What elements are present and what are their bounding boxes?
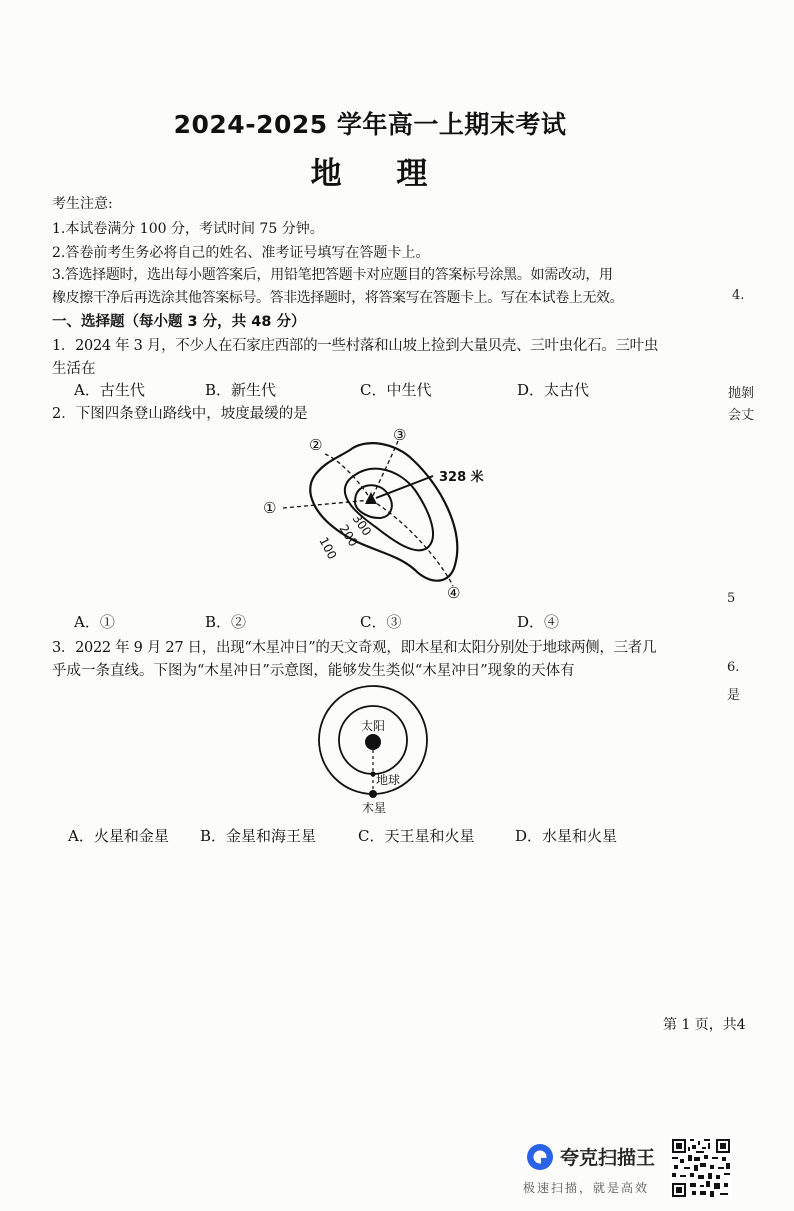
qr-code-icon — [670, 1137, 732, 1199]
earth-dot — [370, 771, 375, 776]
q2-option-c: C．③ — [360, 613, 402, 631]
jupiter-dot — [369, 790, 377, 798]
quark-logo-icon — [526, 1143, 554, 1171]
edge-fragment-q6: 6. — [727, 660, 740, 675]
q2-stem: 2．下图四条登山路线中，坡度最缓的是 — [52, 406, 308, 422]
scanner-slogan: 极速扫描，就是高效 — [523, 1181, 650, 1195]
q1-option-c: C．中生代 — [360, 381, 432, 399]
notice-heading: 考生注意: — [52, 196, 113, 212]
q2-option-d: D．④ — [517, 613, 560, 631]
route-4-path — [371, 500, 453, 586]
sun-label: 太阳 — [361, 719, 386, 733]
contour-label-200: 200 — [336, 522, 361, 550]
edge-fragment-text-1: 抛剝 — [728, 386, 755, 401]
route-2-marker: ② — [309, 436, 323, 454]
notice-item-3: 3.答选择题时，选出每小题答案后，用铅笔把答题卡对应题目的答案标号涂黑。如需改动，用 — [52, 267, 613, 283]
q1-stem: 1．2024 年 3 月，不少人在石家庄西部的一些村落和山坡上捡到大量贝壳、三叶虫化石。三叶虫 — [52, 338, 659, 354]
sun-dot — [365, 734, 381, 750]
earth-label: 地球 — [376, 773, 401, 787]
contour-line-100 — [310, 443, 457, 581]
q2-option-a: A．① — [74, 613, 115, 631]
route-4-marker: ④ — [447, 584, 461, 602]
q1-stem-cont: 生活在 — [52, 361, 96, 377]
route-1-path — [283, 500, 371, 508]
notice-item-3-cont: 橡皮擦干净后再选涂其他答案标号。答非选择题时，将答案写在答题卡上。写在本试卷上无效。 — [52, 290, 624, 306]
notice-item-2: 2.答卷前考生务必将自己的姓名、准考证号填写在答题卡上。 — [52, 245, 430, 261]
q2-option-b: B．② — [205, 613, 247, 631]
contour-label-100: 100 — [316, 534, 340, 562]
scanner-badge — [520, 1133, 746, 1199]
peak-elevation-label: 328 米 — [439, 470, 484, 485]
q3-option-b: B．金星和海王星 — [200, 827, 317, 845]
q1-option-a: A．古生代 — [74, 381, 145, 399]
q3-stem: 3．2022 年 9 月 27 日，出现“木星冲日”的天文奇观，即木星和太阳分别处于地球两侧，三者几 — [52, 640, 657, 656]
q1-option-b: B．新生代 — [205, 381, 277, 399]
jupiter-label: 木星 — [362, 801, 387, 815]
notice-item-1: 1.本试卷满分 100 分，考试时间 75 分钟。 — [52, 221, 324, 237]
q3-option-d: D．水星和火星 — [515, 827, 618, 845]
edge-fragment-q5: 5 — [727, 591, 736, 606]
q3-option-c: C．天王星和火星 — [358, 827, 475, 845]
page-number: 第 1 页，共4 — [663, 1017, 746, 1033]
contour-label-300: 300 — [349, 511, 375, 539]
contour-map-figure — [255, 420, 505, 610]
q1-option-d: D．太古代 — [517, 381, 590, 399]
section-heading: 一、选择题（每小题 3 分，共 48 分） — [52, 314, 306, 330]
orbit-diagram-figure — [312, 684, 436, 820]
edge-fragment-text-3: 是 — [727, 688, 741, 703]
edge-fragment-text-2: 会丈 — [728, 408, 755, 423]
scanner-brand: 夸克扫描王 — [560, 1147, 656, 1169]
route-3-marker: ③ — [393, 426, 407, 444]
subject-title: 地 理 — [310, 156, 450, 192]
q3-stem-cont: 乎成一条直线。下图为“木星冲日”示意图，能够发生类似“木星冲日”现象的天体有 — [52, 663, 575, 679]
route-1-marker: ① — [263, 499, 277, 517]
exam-title: 2024-2025 学年高一上期末考试 — [173, 110, 567, 139]
q3-option-a: A．火星和金星 — [68, 827, 169, 845]
edge-fragment-q4: 4. — [732, 288, 745, 303]
